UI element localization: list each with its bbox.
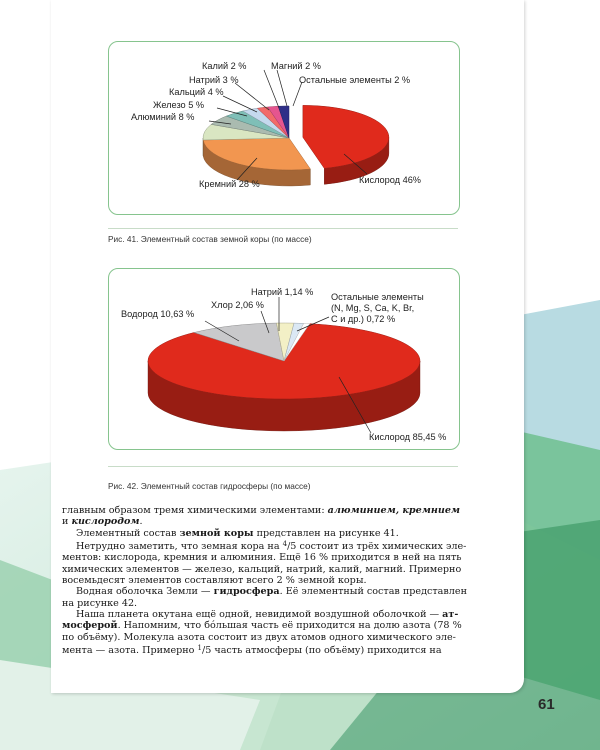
italic-bold-term: кислородом [71,516,140,528]
text-line: восемьдесят элементов составляют всего 2 % земной коры. [62,575,367,587]
label-vodorod-42: Водород 10,63 % [121,309,195,319]
label-hlor-42: Хлор 2,06 % [211,300,264,310]
figure-42-box [108,268,460,450]
leader-kalciy [223,96,257,112]
text-span: Нетрудно заметить, что земная кора на [76,541,283,553]
label-kislorod: Кислород 46% [359,175,421,185]
paragraph-5 [62,609,502,656]
label-zhelezo: Железо 5 % [153,100,205,110]
leader-magniy [277,70,287,106]
text-line: ментов: кислорода, кремния и алюминия. Ещё 16 % приходится в ней на пять [62,552,462,564]
paragraph-2 [62,528,502,539]
text-line: на рисунке 42. [62,597,138,609]
pie-top-faces [203,105,389,170]
text-span: представлен на рисунке 41. [253,527,399,539]
text-span: Наша планета окутана ещё одной, невидимой воздушной оболочкой — [76,609,443,621]
fraction-numerator: 1 [197,644,202,653]
leader-kaliy [264,70,279,108]
text-span: . [139,516,143,528]
text-span: . Напомним, что бо́льшая часть её приходится на долю азота (78 % [117,620,462,632]
paragraph-4 [62,586,502,609]
text-span: и [62,516,72,528]
label-ostalnye-42-line1: Остальные элементы [331,292,424,302]
text-span: . Её элементный состав представлен [279,586,467,598]
italic-bold-term: алюминием, кремнием [327,505,461,516]
text-span: главным образом тремя химическими элементами: [62,505,328,516]
label-magniy: Магний 2 % [271,61,321,71]
pie-top-faces [148,323,420,399]
text-span: Водная оболочка Земли — [76,586,214,598]
figure-42-caption: Рис. 42. Элементный состав гидросферы (по массе) [108,481,311,491]
label-kalciy: Кальций 4 % [169,87,224,97]
label-aluminiy: Алюминий 8 % [131,112,195,122]
label-natriy-42: Натрий 1,14 % [251,287,314,297]
label-kislorod-42: Кислород 85,45 % [369,432,447,442]
label-ostalnye-42-line2: (N, Mg, S, Ca, K, Br, [331,303,415,313]
bold-term: ат- [442,609,459,621]
paragraph-1 [62,505,502,528]
bold-term: мосферой [62,620,118,632]
text-span: Элементный состав [76,527,180,539]
label-natriy: Натрий 3 % [189,75,239,85]
paragraph-3 [62,539,502,586]
label-ostalnye-42-line3: C и др.) 0,72 % [331,314,396,324]
page-number: 61 [538,696,555,713]
fraction-numerator: 4 [282,540,288,549]
text-span: /5 состоит из трёх химических эле- [287,541,467,553]
label-kremniy: Кремний 28 % [199,179,260,189]
figure-41-rule [108,228,458,229]
body-text [62,505,502,656]
text-span: мента — азота. Примерно [62,645,198,657]
text-line: по объёму). Молекула азота состоит из двух атомов одного химического эле- [62,631,456,643]
text-span: /5 часть атмосферы (по объёму) приходится на [201,645,442,657]
label-kaliy: Калий 2 % [202,61,247,71]
leader-natriy [235,83,269,110]
text-line: химических элементов — железо, кальций, натрий, калий, магний. Примерно [62,563,462,575]
figure-41-box [108,41,460,215]
bold-term: земной коры [179,527,254,539]
bold-term: гидросфера [213,586,280,598]
label-ostalnye: Остальные элементы 2 % [299,75,411,85]
figure-41-caption: Рис. 41. Элементный состав земной коры (по массе) [108,234,312,244]
figure-42-rule [108,466,458,467]
